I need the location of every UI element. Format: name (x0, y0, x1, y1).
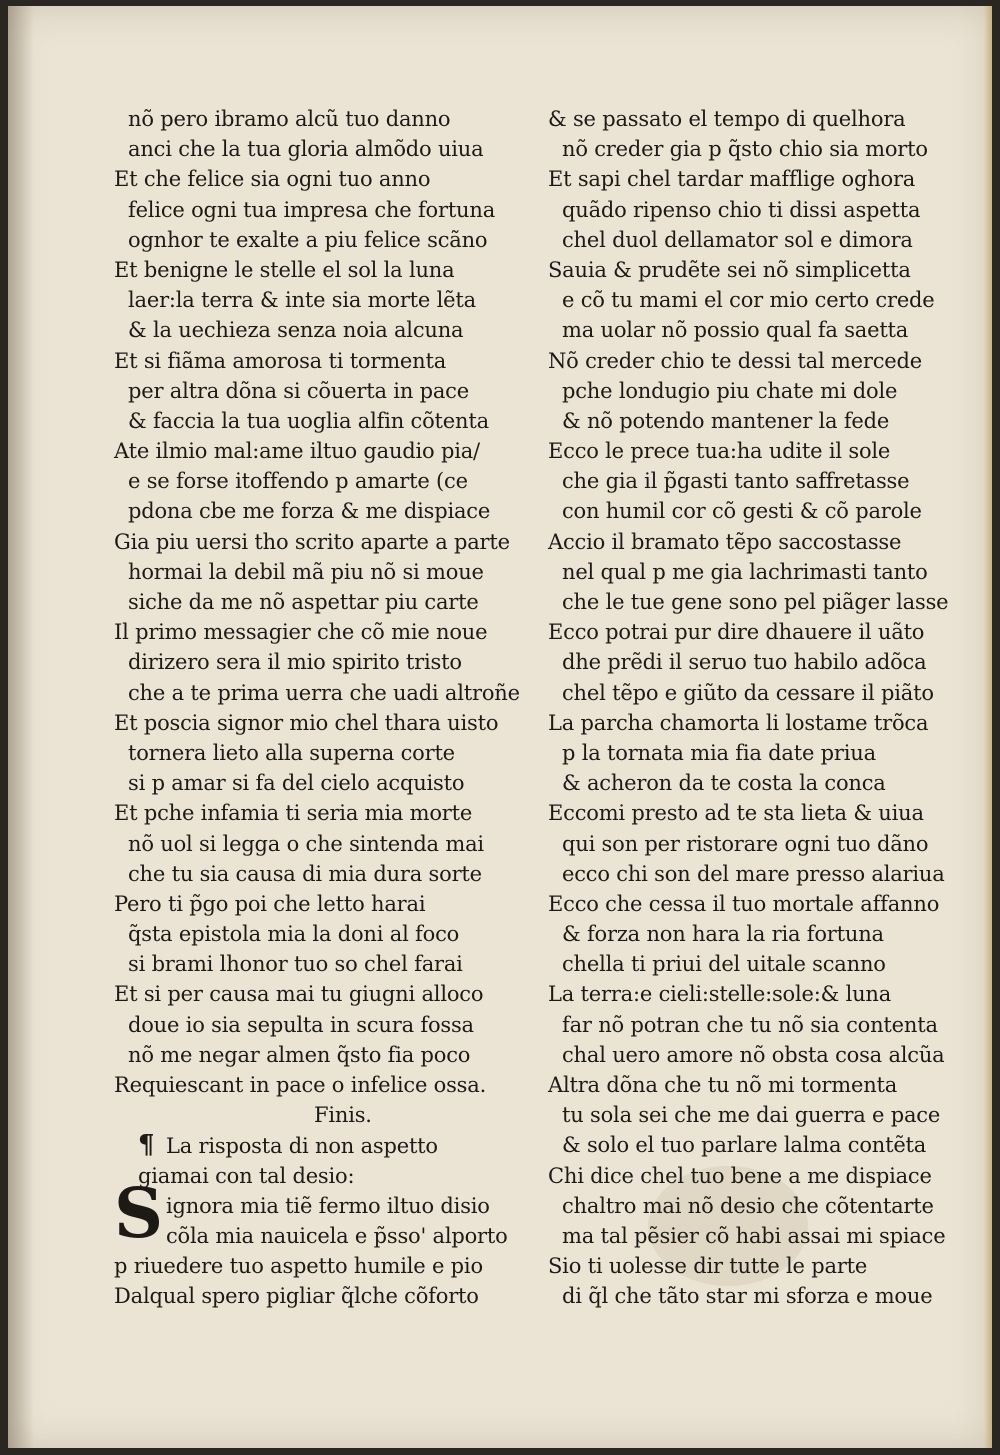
verse-text: La terra:e cieli:stelle:sole:& luna (548, 982, 892, 1007)
left-verse-line (114, 738, 554, 768)
right-verse-line (548, 436, 988, 466)
verse-text: p riuedere tuo aspetto humile e pio (114, 1254, 483, 1279)
left-verse-line (114, 527, 554, 557)
verse-text: chella ti priui del uitale scanno (562, 952, 886, 977)
verse-text: di q̃l che tãto star mi sforza e moue (562, 1284, 933, 1309)
right-verse-line (548, 1251, 988, 1281)
right-verse-line (548, 708, 988, 738)
verse-text: Et poscia signor mio chel thara uisto (114, 710, 499, 735)
verse-text: pdona cbe me forza & me dispiace (128, 499, 491, 524)
right-verse-line (548, 557, 988, 587)
left-verse-line (114, 859, 554, 889)
verse-text: dhe prẽdi il seruo tuo habilo adõca (562, 650, 927, 675)
left-verse-line (114, 195, 554, 225)
right-verse-line (548, 285, 988, 315)
verse-text: Chi dice chel tuo bene a me dispiace (548, 1163, 932, 1188)
verse-text: La parcha chamorta li lostame trõca (548, 710, 929, 735)
left-verse-line (114, 225, 554, 255)
verse-text: siche da me nõ aspettar piu carte (128, 590, 479, 614)
left-verse-line (114, 919, 554, 949)
verse-text: Ate ilmio mal:ame iltuo gaudio pia/ (114, 439, 480, 464)
right-verse-line (548, 225, 988, 255)
right-verse-line (548, 134, 988, 164)
verse-text: per altra dõna si cõuerta in pace (128, 378, 469, 403)
right-verse-line (548, 406, 988, 436)
right-verse-line (548, 1100, 988, 1130)
left-verse-line (114, 617, 554, 647)
right-verse-line (548, 949, 988, 979)
verse-text: Eccomi presto ad te sta lieta & uiua (548, 801, 924, 826)
verse-text: Et si per causa mai tu giugni alloco (114, 982, 484, 1007)
verse-text: & forza non hara la ria fortuna (562, 922, 884, 947)
verse-text: Et pche infamia ti seria mia morte (114, 801, 473, 826)
verse-text: p la tornata mia fia date priua (562, 740, 876, 765)
left-verse-line (114, 949, 554, 979)
left-verse-line (114, 496, 554, 526)
left-verse-line (114, 315, 554, 345)
verse-text: Ecco che cessa il tuo mortale affanno (548, 891, 940, 916)
right-verse-line (548, 104, 988, 134)
verse-text: chal uero amore nõ obsta cosa alcũa (562, 1042, 945, 1067)
verse-text: che le tue gene sono pel piãger lasse (562, 590, 949, 614)
left-verse-line (114, 346, 554, 376)
right-verse-line (548, 315, 988, 345)
verse-text: Il primo messagier che cõ mie noue (114, 620, 488, 645)
verse-text: nel qual p me gia lachrimasti tanto (562, 559, 928, 584)
verse-text: & solo el tuo parlare lalma contẽta (562, 1133, 927, 1158)
verse-text: cõla mia nauicela e p̃sso' alporto (166, 1223, 508, 1248)
left-verse-line (114, 889, 554, 919)
right-verse-line (548, 647, 988, 677)
left-verse-line (114, 708, 554, 738)
left-verse-line (114, 557, 554, 587)
verse-text: chel tẽpo e giũto da cessare il piãto (562, 680, 934, 705)
left-verse-line (114, 1281, 554, 1311)
verse-text: & se passato el tempo di quelhora (548, 107, 906, 131)
verse-text: si brami lhonor tuo so chel farai (128, 952, 463, 977)
left-verse-line (114, 134, 554, 164)
verse-text: quãdo ripenso chio ti dissi aspetta (562, 197, 921, 222)
verse-text: & acheron da te costa la conca (562, 771, 886, 796)
right-verse-line (548, 587, 988, 617)
verse-text: e cõ tu mami el cor mio certo crede (562, 288, 935, 313)
right-verse-line (548, 376, 988, 406)
left-verse-line (114, 164, 554, 194)
verse-text: Accio il bramato tẽpo saccostasse (548, 529, 902, 554)
verse-text: giamai con tal desio: (138, 1163, 355, 1188)
left-verse-line (114, 1040, 554, 1070)
left-verse-line (114, 255, 554, 285)
right-verse-line (548, 738, 988, 768)
verse-text: far nõ potran che tu nõ sia contenta (562, 1012, 938, 1037)
verse-text: nõ me negar almen q̃sto fia poco (128, 1042, 471, 1067)
verse-text: ecco chi son del mare presso alariua (562, 861, 945, 886)
verse-text: chaltro mai nõ desio che cõtentarte (562, 1193, 934, 1218)
verse-text: Sauia & prudẽte sei nõ simplicetta (548, 257, 911, 282)
left-verse-line (114, 587, 554, 617)
verse-text: con humil cor cõ gesti & cõ parole (562, 499, 922, 524)
verse-text: Et che felice sia ogni tuo anno (114, 167, 431, 192)
left-verse-line (114, 829, 554, 859)
verse-text: pche londugio piu chate mi dole (562, 378, 898, 403)
right-verse-line (548, 889, 988, 919)
verse-text: Nõ creder chio te dessi tal mercede (548, 348, 922, 373)
verse-text: Gia piu uersi tho scrito aparte a parte (114, 529, 510, 554)
left-verse-line (114, 1191, 554, 1221)
drop-cap-letter: S (114, 1174, 164, 1254)
right-verse-line (548, 859, 988, 889)
verse-text: Pero ti p̃go poi che letto harai (114, 891, 426, 916)
right-verse-line (548, 678, 988, 708)
left-verse-line (114, 1010, 554, 1040)
right-verse-line (548, 1010, 988, 1040)
verse-text: & nõ potendo mantener la fede (562, 408, 890, 433)
verse-text: Sio ti uolesse dir tutte le parte (548, 1254, 868, 1279)
left-verse-line (114, 1161, 554, 1191)
verse-text: nõ pero ibramo alcũ tuo danno (128, 107, 451, 131)
left-verse-line (114, 979, 554, 1009)
verse-text: ognhor te exalte a piu felice scãno (128, 227, 488, 252)
left-verse-line (114, 376, 554, 406)
right-verse-line (548, 1191, 988, 1221)
right-verse-line (548, 255, 988, 285)
pilcrow-mark: ¶ (138, 1130, 155, 1161)
verse-text: che gia il p̃gasti tanto saffretasse (562, 469, 910, 494)
left-verse-line (114, 1130, 554, 1160)
verse-text: ignora mia tiẽ fermo iltuo disio (166, 1193, 490, 1218)
verse-text: che a te prima uerra che uadi altroñe (128, 680, 520, 705)
verse-text: Et si fiãma amorosa ti tormenta (114, 348, 447, 373)
page-gutter-shadow (8, 6, 34, 1448)
book-page (8, 6, 992, 1448)
right-verse-line (548, 164, 988, 194)
left-verse-line (114, 798, 554, 828)
right-verse-line (548, 1161, 988, 1191)
left-verse-line (114, 768, 554, 798)
verse-text: Ecco le prece tua:ha udite il sole (548, 439, 891, 464)
verse-text: qui son per ristorare ogni tuo dãno (562, 831, 929, 856)
verse-text: hormai la debil mã piu nõ si moue (128, 559, 484, 584)
right-verse-line (548, 829, 988, 859)
right-verse-line (548, 1130, 988, 1160)
right-verse-line (548, 1281, 988, 1311)
right-verse-line (548, 768, 988, 798)
verse-text: La risposta di non aspetto (166, 1134, 438, 1159)
verse-text: Requiescant in pace o infelice ossa. (114, 1073, 487, 1097)
verse-text: nõ uol si legga o che sintenda mai (128, 831, 484, 856)
left-text-column (114, 104, 554, 1312)
verse-text: Finis. (314, 1103, 372, 1128)
verse-text: Dalqual spero pigliar q̃lche cõforto (114, 1284, 479, 1309)
left-verse-line (114, 678, 554, 708)
verse-text: ma uolar nõ possio qual fa saetta (562, 318, 909, 343)
right-verse-line (548, 1221, 988, 1251)
verse-text: si p amar si fa del cielo acquisto (128, 771, 465, 796)
left-verse-line (114, 466, 554, 496)
verse-text: Et sapi chel tardar mafflige oghora (548, 167, 916, 192)
verse-text: doue io sia sepulta in scura fossa (128, 1012, 474, 1037)
left-verse-line (114, 285, 554, 315)
verse-text: & la uechieza senza noia alcuna (128, 318, 464, 343)
right-verse-line (548, 1040, 988, 1070)
verse-text: q̃sta epistola mia la doni al foco (128, 922, 460, 947)
verse-text: Altra dõna che tu nõ mi tormenta (548, 1073, 898, 1097)
right-verse-line (548, 919, 988, 949)
right-verse-line (548, 979, 988, 1009)
right-verse-line (548, 617, 988, 647)
verse-text: che tu sia causa di mia dura sorte (128, 861, 482, 886)
verse-text: Ecco potrai pur dire dhauere il uãto (548, 620, 925, 645)
right-verse-line (548, 195, 988, 225)
verse-text: dirizero sera il mio spirito tristo (128, 650, 462, 675)
verse-text: nõ creder gia p q̃sto chio sia morto (562, 137, 928, 162)
verse-text: anci che la tua gloria almõdo uiua (128, 137, 484, 162)
verse-text: e se forse itoffendo p amarte (ce (128, 469, 468, 494)
right-verse-line (548, 466, 988, 496)
left-verse-line (114, 647, 554, 677)
left-verse-line (114, 1221, 554, 1251)
right-verse-line (548, 798, 988, 828)
left-verse-line (114, 436, 554, 466)
verse-text: & faccia la tua uoglia alfin cõtenta (128, 408, 489, 433)
verse-text: tornera lieto alla superna corte (128, 740, 455, 765)
right-verse-line (548, 527, 988, 557)
left-verse-line (114, 1251, 554, 1281)
verse-text: ma tal pẽsier cõ habi assai mi spiace (562, 1223, 946, 1248)
left-verse-line (114, 104, 554, 134)
right-verse-line (548, 346, 988, 376)
right-text-column (548, 104, 988, 1312)
right-verse-line (548, 1070, 988, 1100)
verse-text: chel duol dellamator sol e dimora (562, 227, 913, 252)
left-verse-line (114, 406, 554, 436)
right-verse-line (548, 496, 988, 526)
left-verse-line (114, 1100, 554, 1130)
verse-text: laer:la terra & inte sia morte lẽta (128, 288, 476, 313)
verse-text: Et benigne le stelle el sol la luna (114, 257, 455, 282)
left-verse-line (114, 1070, 554, 1100)
verse-text: felice ogni tua impresa che fortuna (128, 197, 496, 222)
verse-text: tu sola sei che me dai guerra e pace (562, 1103, 941, 1128)
